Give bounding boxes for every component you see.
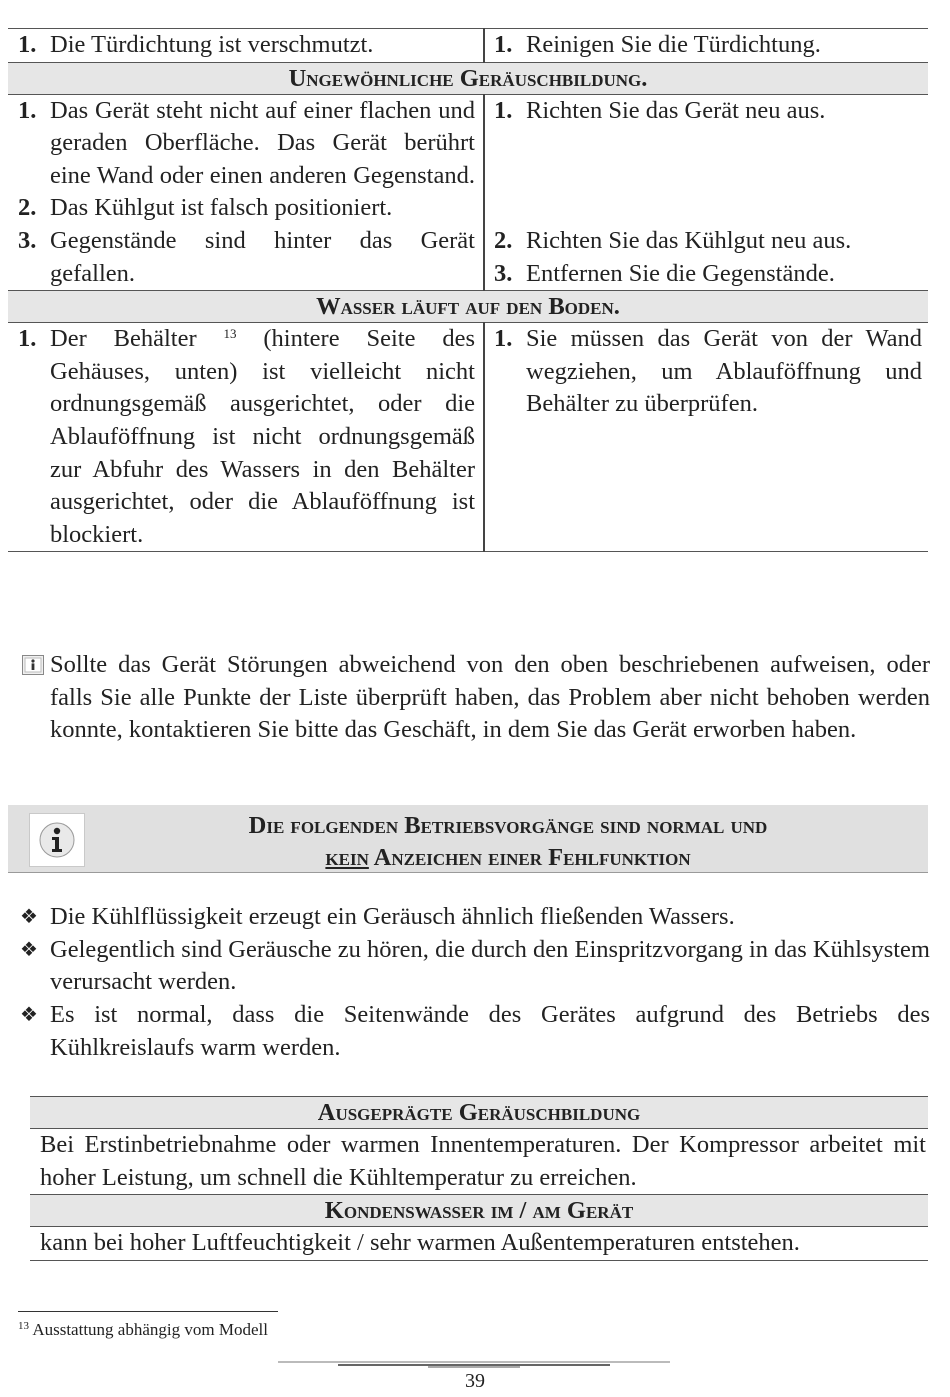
water-header: Wasser läuft auf den Boden.: [316, 293, 620, 321]
list-item-text: Gelegentlich sind Geräusche zu hören, die durch den Einspritzvorgang in das Kühlsystem verursacht werden.: [50, 935, 930, 996]
cause-text: Das Kühlgut ist falsch positioniert.: [50, 194, 393, 222]
fix-text: Entfernen Sie die Gegenstände.: [526, 259, 835, 287]
item-number: 1.: [494, 31, 513, 58]
noise-description: Bei Erstinbetriebnahme oder warmen Innentemperaturen. Der Kompressor arbeitet mit hoher Leistung, um schnell die Kühltemperatur zu erreichen.: [30, 1129, 928, 1195]
diamond-bullet-icon: ❖: [20, 1004, 38, 1027]
section-header-row: [8, 291, 928, 323]
list-item: [20, 934, 930, 999]
fix-cell: [484, 323, 928, 552]
cause-text: Gegenstände sind hinter das Gerät gefallen.: [50, 226, 475, 287]
page-number: 39: [465, 1370, 485, 1392]
info-note: [22, 649, 930, 747]
fix-cell: [484, 94, 928, 291]
cause-text: Das Gerät steht nicht auf einer flachen und geraden Oberfläche. Das Gerät berührt eine Wand oder einen anderen Gegenstand.: [50, 96, 475, 189]
banner-underlined-word: kein: [325, 844, 369, 871]
banner-line-2: [88, 842, 928, 874]
info-icon: [29, 813, 85, 867]
fix-text: Sie müssen das Gerät von der Wand wegziehen, um Ablauföffnung und Behälter zu überprüfen.: [526, 325, 922, 418]
list-item: [20, 999, 930, 1064]
normal-operations-table: [30, 1096, 928, 1261]
condensation-description: kann bei hoher Luftfeuchtigkeit / sehr warmen Außentemperaturen entstehen.: [30, 1227, 928, 1261]
noise-heading: Ausgeprägte Geräuschbildung: [30, 1097, 928, 1129]
footnote-text: Ausstattung abhängig vom Modell: [32, 1320, 268, 1339]
list-item-text: Die Kühlflüssigkeit erzeugt ein Geräusch ähnlich fließenden Wassers.: [50, 903, 735, 930]
item-number: 1.: [18, 96, 37, 124]
cause-text: Die Türdichtung ist verschmutzt.: [50, 31, 374, 58]
diamond-bullet-icon: ❖: [20, 906, 38, 928]
fix-text: Reinigen Sie die Türdichtung.: [526, 31, 821, 58]
normal-operations-list: [20, 901, 930, 1065]
item-number: 3.: [18, 226, 37, 254]
cause-text-part: (hintere Seite des Gehäuses, unten) ist vielleicht nicht ordnungsgemäß ausgerichtet, oder die Ablauföffnung ist nicht ordnungsgemäß zur Abfuhr des Wassers in den Behälter ausgerichtet, oder die Ablauföffnung ist blockiert.: [50, 325, 475, 548]
banner-title: [88, 810, 928, 874]
footnote-number: 13: [18, 1320, 29, 1332]
cause-cell: [8, 29, 484, 63]
diamond-bullet-icon: ❖: [20, 938, 38, 961]
page-number-ornament: [278, 1359, 670, 1369]
fix-text: Richten Sie das Kühlgut neu aus.: [526, 226, 852, 254]
item-number: 1.: [18, 31, 37, 58]
cause-text: [50, 323, 475, 551]
fix-cell: [484, 29, 928, 63]
list-item: [20, 901, 930, 934]
item-number: 3.: [494, 259, 513, 287]
table-row: [8, 29, 928, 63]
fix-text: Richten Sie das Gerät neu aus.: [526, 96, 826, 124]
table-row: [8, 94, 928, 291]
cause-cell: [8, 94, 484, 291]
footnote-ref: 13: [223, 326, 237, 342]
condensation-heading: Kondenswasser im / am Gerät: [30, 1195, 928, 1227]
item-number: 2.: [18, 194, 37, 222]
table-row: [30, 1227, 928, 1261]
banner-line-2-rest: Anzeichen einer Fehlfunktion: [368, 844, 691, 871]
troubleshooting-table: [8, 28, 928, 552]
cause-text-part: Der Behälter: [50, 325, 197, 353]
section-header-row: [30, 1195, 928, 1227]
normal-operations-banner: [8, 805, 928, 873]
info-icon: [22, 652, 50, 672]
table-row: [8, 323, 928, 552]
noise-header: Ungewöhnliche Geräuschbildung.: [288, 64, 648, 92]
item-number: 2.: [494, 226, 513, 254]
section-header-row: [8, 62, 928, 94]
section-header-row: [30, 1097, 928, 1129]
banner-line-1: Die folgenden Betriebsvorgänge sind normal und: [248, 812, 768, 839]
item-number: 1.: [494, 325, 513, 353]
item-number: 1.: [18, 325, 37, 353]
item-number: 1.: [494, 96, 513, 124]
cause-cell: [8, 323, 484, 552]
footnote-separator: [18, 1311, 278, 1312]
list-item-text: Es ist normal, dass die Seitenwände des Gerätes aufgrund des Betriebs des Kühlkreislaufs warm werden.: [50, 1001, 930, 1061]
table-row: [30, 1129, 928, 1195]
footnote: [18, 1320, 268, 1340]
info-note-text: Sollte das Gerät Störungen abweichend von den oben beschriebenen aufweisen, oder falls Sie alle Punkte der Liste überprüft haben, das Problem aber nicht behoben werden konnte, kontaktieren Sie bitte das Geschäft, in dem Sie das Gerät erworben haben.: [50, 651, 930, 744]
